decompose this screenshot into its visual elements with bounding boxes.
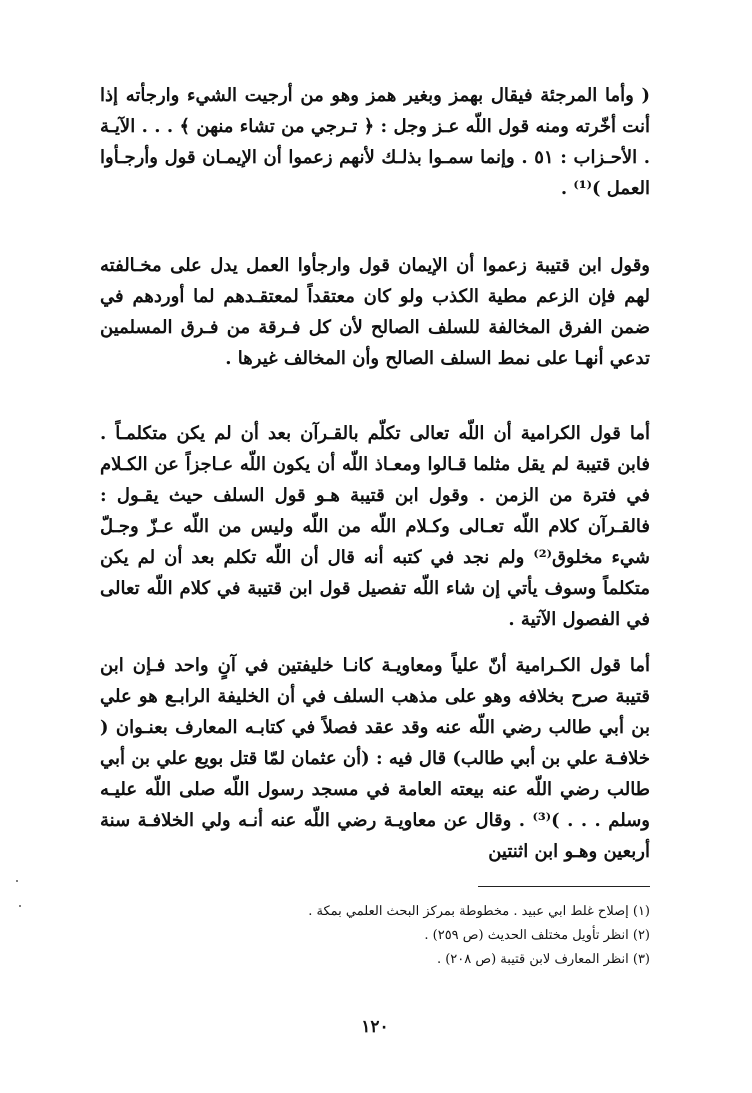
paragraph-karramiya-quran	[100, 418, 650, 635]
footnote-3: (٣) انظر المعارف لابن قتيبة (ص ٢٠٨) .	[436, 952, 650, 967]
footnote-2: (٢) انظر تأويل مختلف الحديث (ص ٢٥٩) .	[424, 928, 650, 943]
scan-speck	[19, 905, 21, 907]
scan-speck	[16, 880, 18, 882]
paragraph-text: أما قول الكـرامية أنّ علياً ومعاويـة كانـا خليفتين في آنٍ واحد فـإن ابن قتيبة صرح بخلافه وهو على مذهب السلف في أن الخليفة الرابـع هو علي بن أبي طالب رضي اللّه عنه وقد عقد فصلاً في كتابـه المعارف بعنـوان ( خلافـة علي بن أبي طالب) قال فيه : (أن عثمان لمّا قتل بويع علي بن أبي طالب رضي اللّه عنه بيعته العامة في مسجد رسول اللّه صلى اللّه عليـه وسلم . . . )⁽³⁾ . وقال عن معاويـة رضي اللّه عنه أنـه ولي الخلافـة سنة أربعين وهـو ابن اثنتين	[100, 655, 651, 862]
footnote-1: (١) إصلاح غلط ابي عبيد . مخطوطة بمركز البحث العلمي بمكة .	[308, 904, 650, 919]
footnotes	[250, 900, 650, 972]
paragraph-text: أما قول الكرامية أن اللّه تعالى تكلّم بالقـرآن بعد أن لم يكن متكلمـاً . فابن قتيبة لم يقل مثلما قـالوا ومعـاذ اللّه أن يكون اللّه عـاجزاً عن الكـلام في فترة من الزمن . وقول ابن قتيبة هـو قول السلف حيث يقـول : فالقـرآن كلام اللّه تعـالى وكـلام اللّه من اللّه وليس من اللّه عـزّ وجـلّ شيء مخلوق⁽²⁾ ولم نجد في كتبه أنه قال أن اللّه تكلم بعد أن لم يكن متكلماً وسوف يأتي إن شاء اللّه تفصيل قول ابن قتيبة في كلام اللّه تعالى في الفصول الآتية .	[100, 423, 650, 630]
footnote-divider	[478, 886, 650, 887]
paragraph-ibn-qutayba-iman	[100, 250, 650, 374]
paragraph-text: ( وأما المرجئة فيقال بهمز وبغير همز وهو من أرجيت الشيء وارجأته إذا أنت أخّرته ومنه قول اللّه عـز وجل : ﴿ تـرجي من تشاء منهن ﴾ . . . الآيـة . الأحـزاب : ٥١ . وإنما سمـوا بذلـك لأنهم زعموا أن الإيمـان قول وأرجـأوا العمل )⁽¹⁾ .	[100, 85, 650, 199]
page-number: ١٢٠	[361, 1017, 389, 1037]
paragraph-murjia	[100, 80, 650, 204]
paragraph-text: وقول ابن قتيبة زعموا أن الإيمان قول وارجأوا العمل يدل على مخـالفته لهم فإن الزعم مطية الكذب ولو كان معتقداً لمعتقـدهم لما أوردهم في ضمن الفرق المخالفة للسلف الصالح لأن كل فـرقة من فـرق المسلمين تدعي أنهـا على نمط السلف الصالح وأن المخالف غيرها .	[100, 255, 651, 369]
paragraph-karramiya-caliphs	[100, 650, 650, 867]
